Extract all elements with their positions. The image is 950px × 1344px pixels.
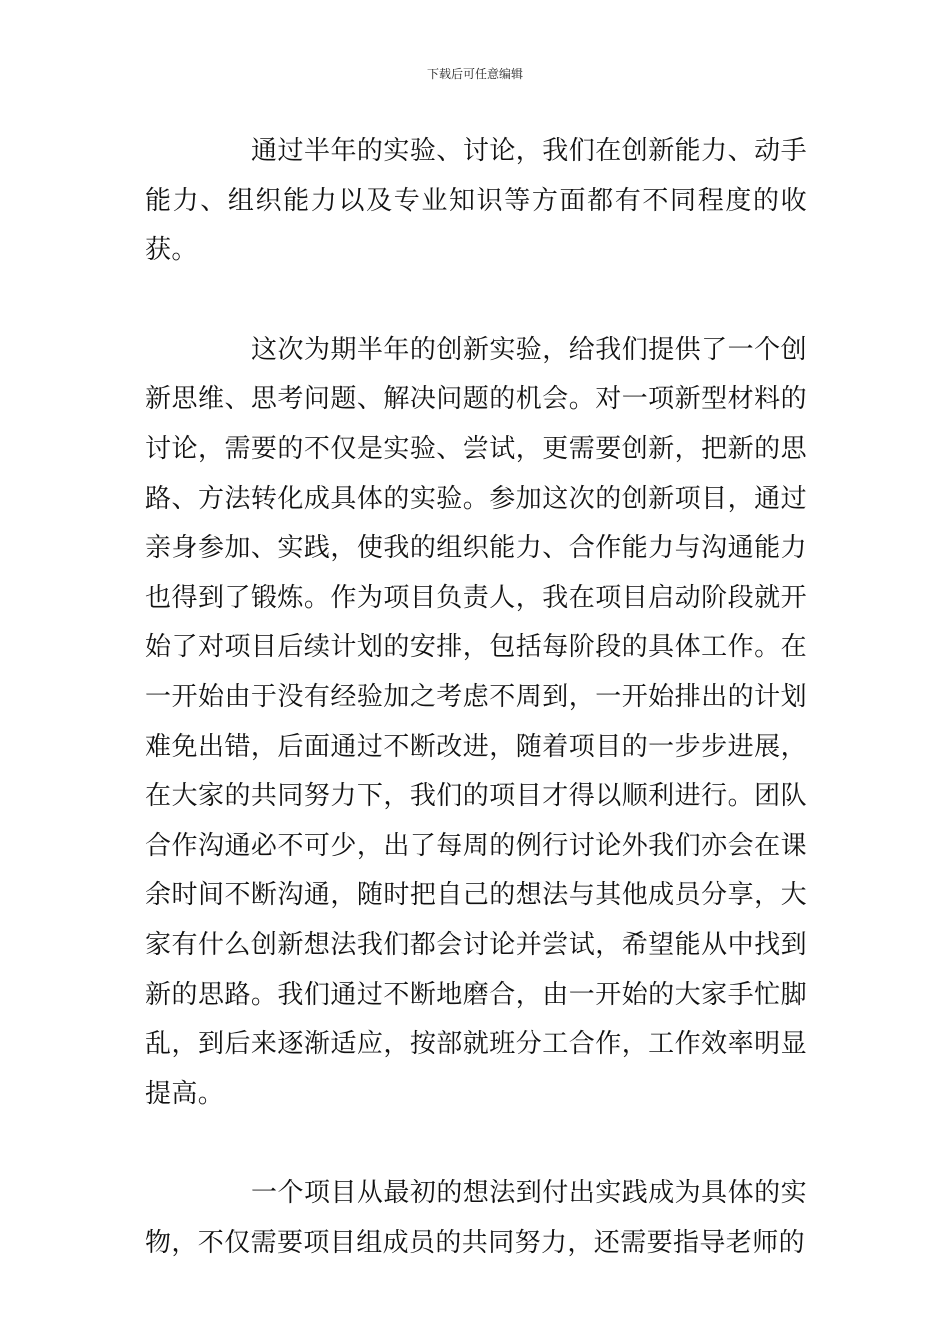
page-header: 下载后可任意编辑 bbox=[426, 67, 523, 81]
paragraph-3: 一个项目从最初的想法到付出实践成为具体的实物，不仅需要项目组成员的共同努力，还需要指导老师的 bbox=[145, 1178, 807, 1258]
document-body bbox=[145, 127, 807, 1318]
paragraph-1: 通过半年的实验、讨论，我们在创新能力、动手能力、组织能力以及专业知识等方面都有不同程度的收获。 bbox=[145, 136, 807, 266]
paragraph-2: 这次为期半年的创新实验，给我们提供了一个创新思维、思考问题、解决问题的机会。对一项新型材料的讨论，需要的不仅是实验、尝试，更需要创新，把新的思路、方法转化成具体的实验。参加这次的创新项目，通过亲身参加、实践，使我的组织能力、合作能力与沟通能力也得到了锻炼。作为项目负责人，我在项目启动阶段就开始了对项目后续计划的安排，包括每阶段的具体工作。在一开始由于没有经验加之考虑不周到，一开始排出的计划难免出错，后面通过不断改进，随着项目的一步步进展，在大家的共同努力下，我们的项目才得以顺利进行。团队合作沟通必不可少，出了每周的例行讨论外我们亦会在课余时间不断沟通，随时把自己的想法与其他成员分享，大家有什么创新想法我们都会讨论并尝试，希望能从中找到新的思路。我们通过不断地磨合，由一开始的大家手忙脚乱，到后来逐渐适应，按部就班分工合作，工作效率明显提高。 bbox=[145, 334, 807, 1109]
